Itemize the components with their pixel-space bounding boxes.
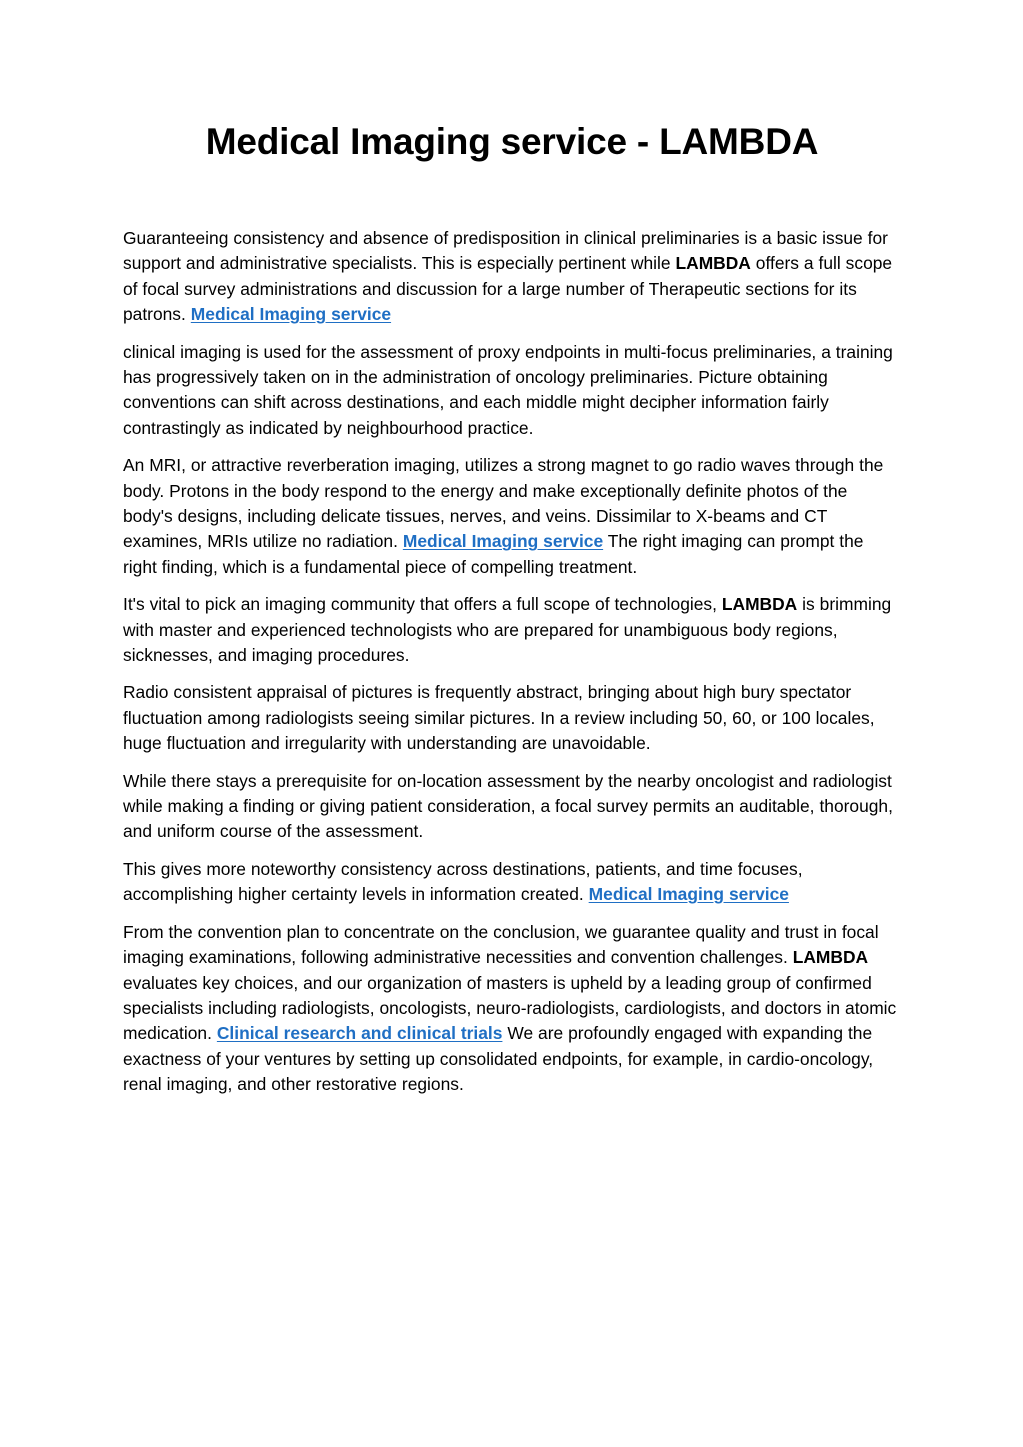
link-medical-imaging-service-1[interactable]: Medical Imaging service bbox=[190, 304, 392, 325]
paragraph-5 bbox=[123, 680, 901, 756]
paragraph-1-bold-lambda: LAMBDA bbox=[675, 253, 751, 274]
link-clinical-research-and-clinical-trials[interactable]: Clinical research and clinical trials bbox=[216, 1023, 503, 1044]
paragraph-8 bbox=[123, 920, 901, 1098]
paragraph-4-text-1: It's vital to pick an imaging community that offers a full scope of technologies, bbox=[123, 594, 722, 615]
link-medical-imaging-service-3[interactable]: Medical Imaging service bbox=[588, 884, 789, 905]
paragraph-2 bbox=[123, 340, 901, 442]
link-medical-imaging-service-2[interactable]: Medical Imaging service bbox=[402, 531, 604, 552]
paragraph-3 bbox=[123, 453, 901, 580]
paragraph-5-text-1: Radio consistent appraisal of pictures is frequently abstract, bringing about high bury spectator fluctuation among radiologists seeing similar pictures. In a review including 50, 60, or 100 locales, huge fluctuation and irregularity with understanding are unavoidable. bbox=[123, 682, 875, 754]
paragraph-8-text-3: We are profoundly engaged with expanding the exactness of your ventures by setting up consolidated endpoints, for example, in cardio-oncology, renal imaging, and other restorative regions. bbox=[123, 1023, 874, 1095]
paragraph-8-text-1: From the convention plan to concentrate on the conclusion, we guarantee quality and trust in focal imaging examinations, following administrative necessities and convention challenges. bbox=[123, 921, 879, 968]
paragraph-3-text-2: The right imaging can prompt the right finding, which is a fundamental piece of compelling treatment. bbox=[123, 531, 864, 577]
paragraph-2-text-1: clinical imaging is used for the assessment of proxy endpoints in multi-focus preliminaries, a training has progressively taken on in the administration of oncology preliminaries. Picture obtaining conventions can shift across destinations, and each middle might decipher information fairly contrastingly as indicated by neighbourhood practice. bbox=[123, 341, 893, 438]
paragraph-1-text-2: offers a full scope of focal survey administrations and discussion for a large number of Therapeutic sections for its patrons. bbox=[123, 253, 893, 325]
paragraph-8-text-2: evaluates key choices, and our organization of masters is upheld by a leading group of confirmed specialists including radiologists, oncologists, neuro-radiologists, cardiologists, and doctors in atomic medication. bbox=[123, 972, 897, 1044]
page-title: Medical Imaging service - LAMBDA bbox=[205, 121, 819, 162]
document-body bbox=[123, 162, 901, 1098]
paragraph-8-bold-lambda: LAMBDA bbox=[792, 947, 869, 968]
paragraph-1 bbox=[123, 226, 901, 328]
paragraph-6 bbox=[123, 769, 901, 845]
paragraph-3-text-1: An MRI, or attractive reverberation imaging, utilizes a strong magnet to go radio waves through the body. Protons in the body respond to the energy and make exceptionally definite photos of the body's designs, including delicate tissues, nerves, and veins. Dissimilar to X-beams and CT examines, MRIs utilize no radiation. bbox=[123, 455, 884, 552]
paragraph-1-text-1: Guaranteeing consistency and absence of predisposition in clinical preliminaries is a basic issue for support and administrative specialists. This is especially pertinent while bbox=[123, 227, 888, 274]
paragraph-4-bold-lambda: LAMBDA bbox=[721, 594, 798, 615]
document-content bbox=[123, 0, 901, 1098]
paragraph-7-text-1: This gives more noteworthy consistency across destinations, patients, and time focuses, accomplishing higher certainty levels in information created. bbox=[123, 858, 803, 905]
paragraph-7 bbox=[123, 857, 901, 908]
paragraph-4 bbox=[123, 592, 901, 668]
paragraph-6-text-1: While there stays a prerequisite for on-location assessment by the nearby oncologist and radiologist while making a finding or giving patient consideration, a focal survey permits an auditable, thorough, and uniform course of the assessment. bbox=[123, 770, 893, 842]
paragraph-4-text-2: is brimming with master and experienced technologists who are prepared for unambiguous body regions, sicknesses, and imaging procedures. bbox=[123, 594, 892, 666]
